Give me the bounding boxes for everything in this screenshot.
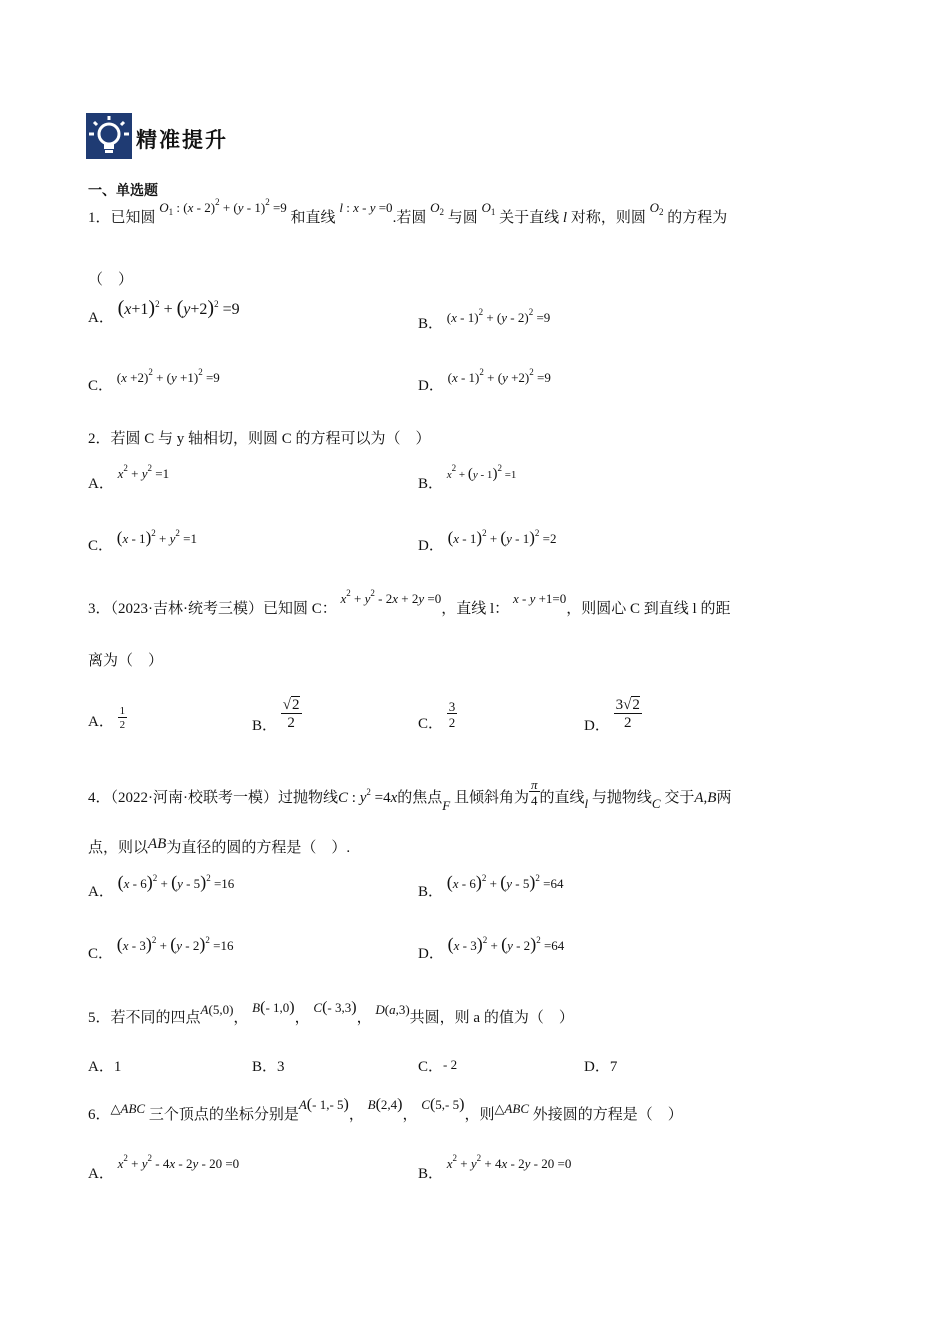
q3-option-a: A． $\frac{1}{2}$: [88, 705, 126, 732]
question-5-number: 5．: [88, 1010, 111, 1026]
question-1-line: 1．已知圆 $O_1$ : (x - 2)$^2$ + (y - 1)$^2$ =9 和直线 l : x - y =0.若圆 $O_2$ 与圆 $O_1$ 关于直线 l 对称，则圆 $O_2$ 的方程为: [88, 197, 728, 226]
q4-option-c: C． (x - 3)$^2$ + (y - 2)$^2$ =16: [88, 934, 234, 962]
q1-line-equation: l : x - y =0: [339, 200, 393, 215]
question-6-line: 6．△ABC 三个顶点的坐标分别是A(- 1,- 5)， B(2,4)， C(5,- 5)，则△ABC 外接圆的方程是（ ）: [88, 1096, 683, 1123]
q3-circle-equation: $x^2 + y^2 - 2x + 2y =0$: [340, 588, 442, 606]
question-1-paren: （ ）: [88, 272, 134, 288]
question-4-number: 4．: [88, 789, 111, 806]
q2-option-c: C． $(x - 1)^2 + y^2 =1$: [88, 528, 197, 554]
q6-triangle-symbol-2: △ABC: [494, 1101, 530, 1116]
q3-option-d: D． $\frac{3√2}{2}$: [584, 697, 640, 734]
question-2-line: 2．若圆 C 与 y 轴相切，则圆 C 的方程可以为（ ）: [88, 431, 431, 447]
q4-option-a: A． (x - 6)$^2$ + (y - 5)$^2$ =16: [88, 872, 235, 900]
header-logo: [86, 113, 132, 159]
q5-point-b: B(- 1,0): [252, 999, 295, 1016]
q1-o2-symbol-2: $O_2$: [649, 200, 664, 217]
q5-point-c: C(- 3,3): [313, 999, 357, 1016]
question-1-number: 1．: [88, 210, 111, 226]
question-4-line-2: 点，则以AB为直径的圆的方程是（ ）.: [88, 836, 351, 856]
question-5-line: 5．若不同的四点A(5,0)， B(- 1,0)， C(- 3,3)， D(a,3)共圆，则 a 的值为（ ）: [88, 999, 574, 1026]
q1-option-d: D． $(x - 1)^2 + (y +2)^2 =9$: [418, 367, 551, 394]
q5-option-d: D．7: [584, 1059, 618, 1075]
q5-option-a: A．1: [88, 1059, 122, 1075]
q4-ab-points: A: [694, 789, 704, 806]
question-6-number: 6．: [88, 1107, 111, 1123]
q3-option-c: C． $\frac{3}{2}$: [418, 699, 456, 732]
q2-option-d: D． (x - 1)$^2$ + (y - 1)$^2$ =2: [418, 528, 557, 554]
q5-point-a: A(5,0): [200, 1002, 234, 1017]
question-3-line: 3．（2023·吉林·统考三模）已知圆 C： $x^2 + y^2 - 2x + 2y =0$，直线 l： x - y +1=0，则圆心 C 到直线 l 的距: [88, 588, 731, 617]
q4-angle-fraction: $\frac{\pi}{4}$: [531, 777, 538, 808]
q1-o2-symbol: $O_2$: [430, 200, 444, 217]
q3-option-b: B． $\frac{√2}{2}$: [252, 697, 300, 734]
q5-point-d: D(a,3): [375, 1002, 410, 1017]
page-title: 精准提升: [136, 128, 228, 152]
q6-point-a: A(- 1,- 5): [298, 1096, 349, 1113]
q4-c-symbol: C: [651, 795, 661, 811]
q4-option-d: D． (x - 3)$^2$ + (y - 2)$^2$ =64: [418, 934, 565, 962]
q4-line-symbol: l: [584, 795, 589, 811]
section-title: 一、单选题: [88, 183, 158, 199]
q1-option-c: C． $(x +2)^2 + (y +1)^2 =9$: [88, 367, 220, 394]
q6-option-b: B． $x^2 + y^2 + 4x - 2y - 20 =0$: [418, 1153, 572, 1182]
q4-focus-symbol: F: [442, 797, 451, 813]
q6-option-a: A． $x^2 + y^2 - 4x - 2y - 20 =0$: [88, 1153, 240, 1182]
q6-point-b: B(2,4): [367, 1096, 403, 1113]
q2-option-a: A． $x^2 + y^2 =1$: [88, 463, 170, 492]
q4-parabola-equation: C : $y^2 =4x$: [338, 786, 398, 806]
q5-option-c: C．- 2: [418, 1057, 458, 1075]
question-3-number: 3．: [88, 601, 111, 617]
question-2-number: 2．: [88, 431, 111, 447]
q1-option-a: A． $(x+1)^2 + (y+2)^2 =9$: [88, 297, 240, 326]
q2-option-b: B． $^{x^2 + (y - 1)^2 =1}$: [418, 463, 517, 492]
q5-option-b: B．3: [252, 1059, 285, 1075]
question-4-line: 4．（2022·河南·校联考一模）过抛物线C : $y^2 =4x$的焦点F 且倾斜角为 $\frac{\pi}{4}$ 的直线l 与抛物线C 交于A,B两: [88, 777, 732, 813]
q1-o1-symbol: $O_1$: [481, 200, 496, 217]
q6-point-c: C(5,- 5): [421, 1096, 465, 1113]
question-3-line-2: 离为（ ）: [88, 653, 164, 669]
q1-circle-o1-equation: $O_1$ : (x - 2)$^2$ + (y - 1)$^2$ =9: [159, 197, 287, 217]
q1-option-b: B． (x - 1)$^2$ + (y - 2)$^2$ =9: [418, 307, 551, 332]
q3-line-equation: x - y +1=0: [512, 591, 567, 606]
lightbulb-icon: [86, 113, 132, 159]
q4-ab-symbol: AB: [148, 836, 167, 852]
q4-option-b: B． (x - 6)$^2$ + (y - 5)$^2$ =64: [418, 872, 564, 900]
q6-triangle-symbol: △ABC: [110, 1101, 146, 1116]
